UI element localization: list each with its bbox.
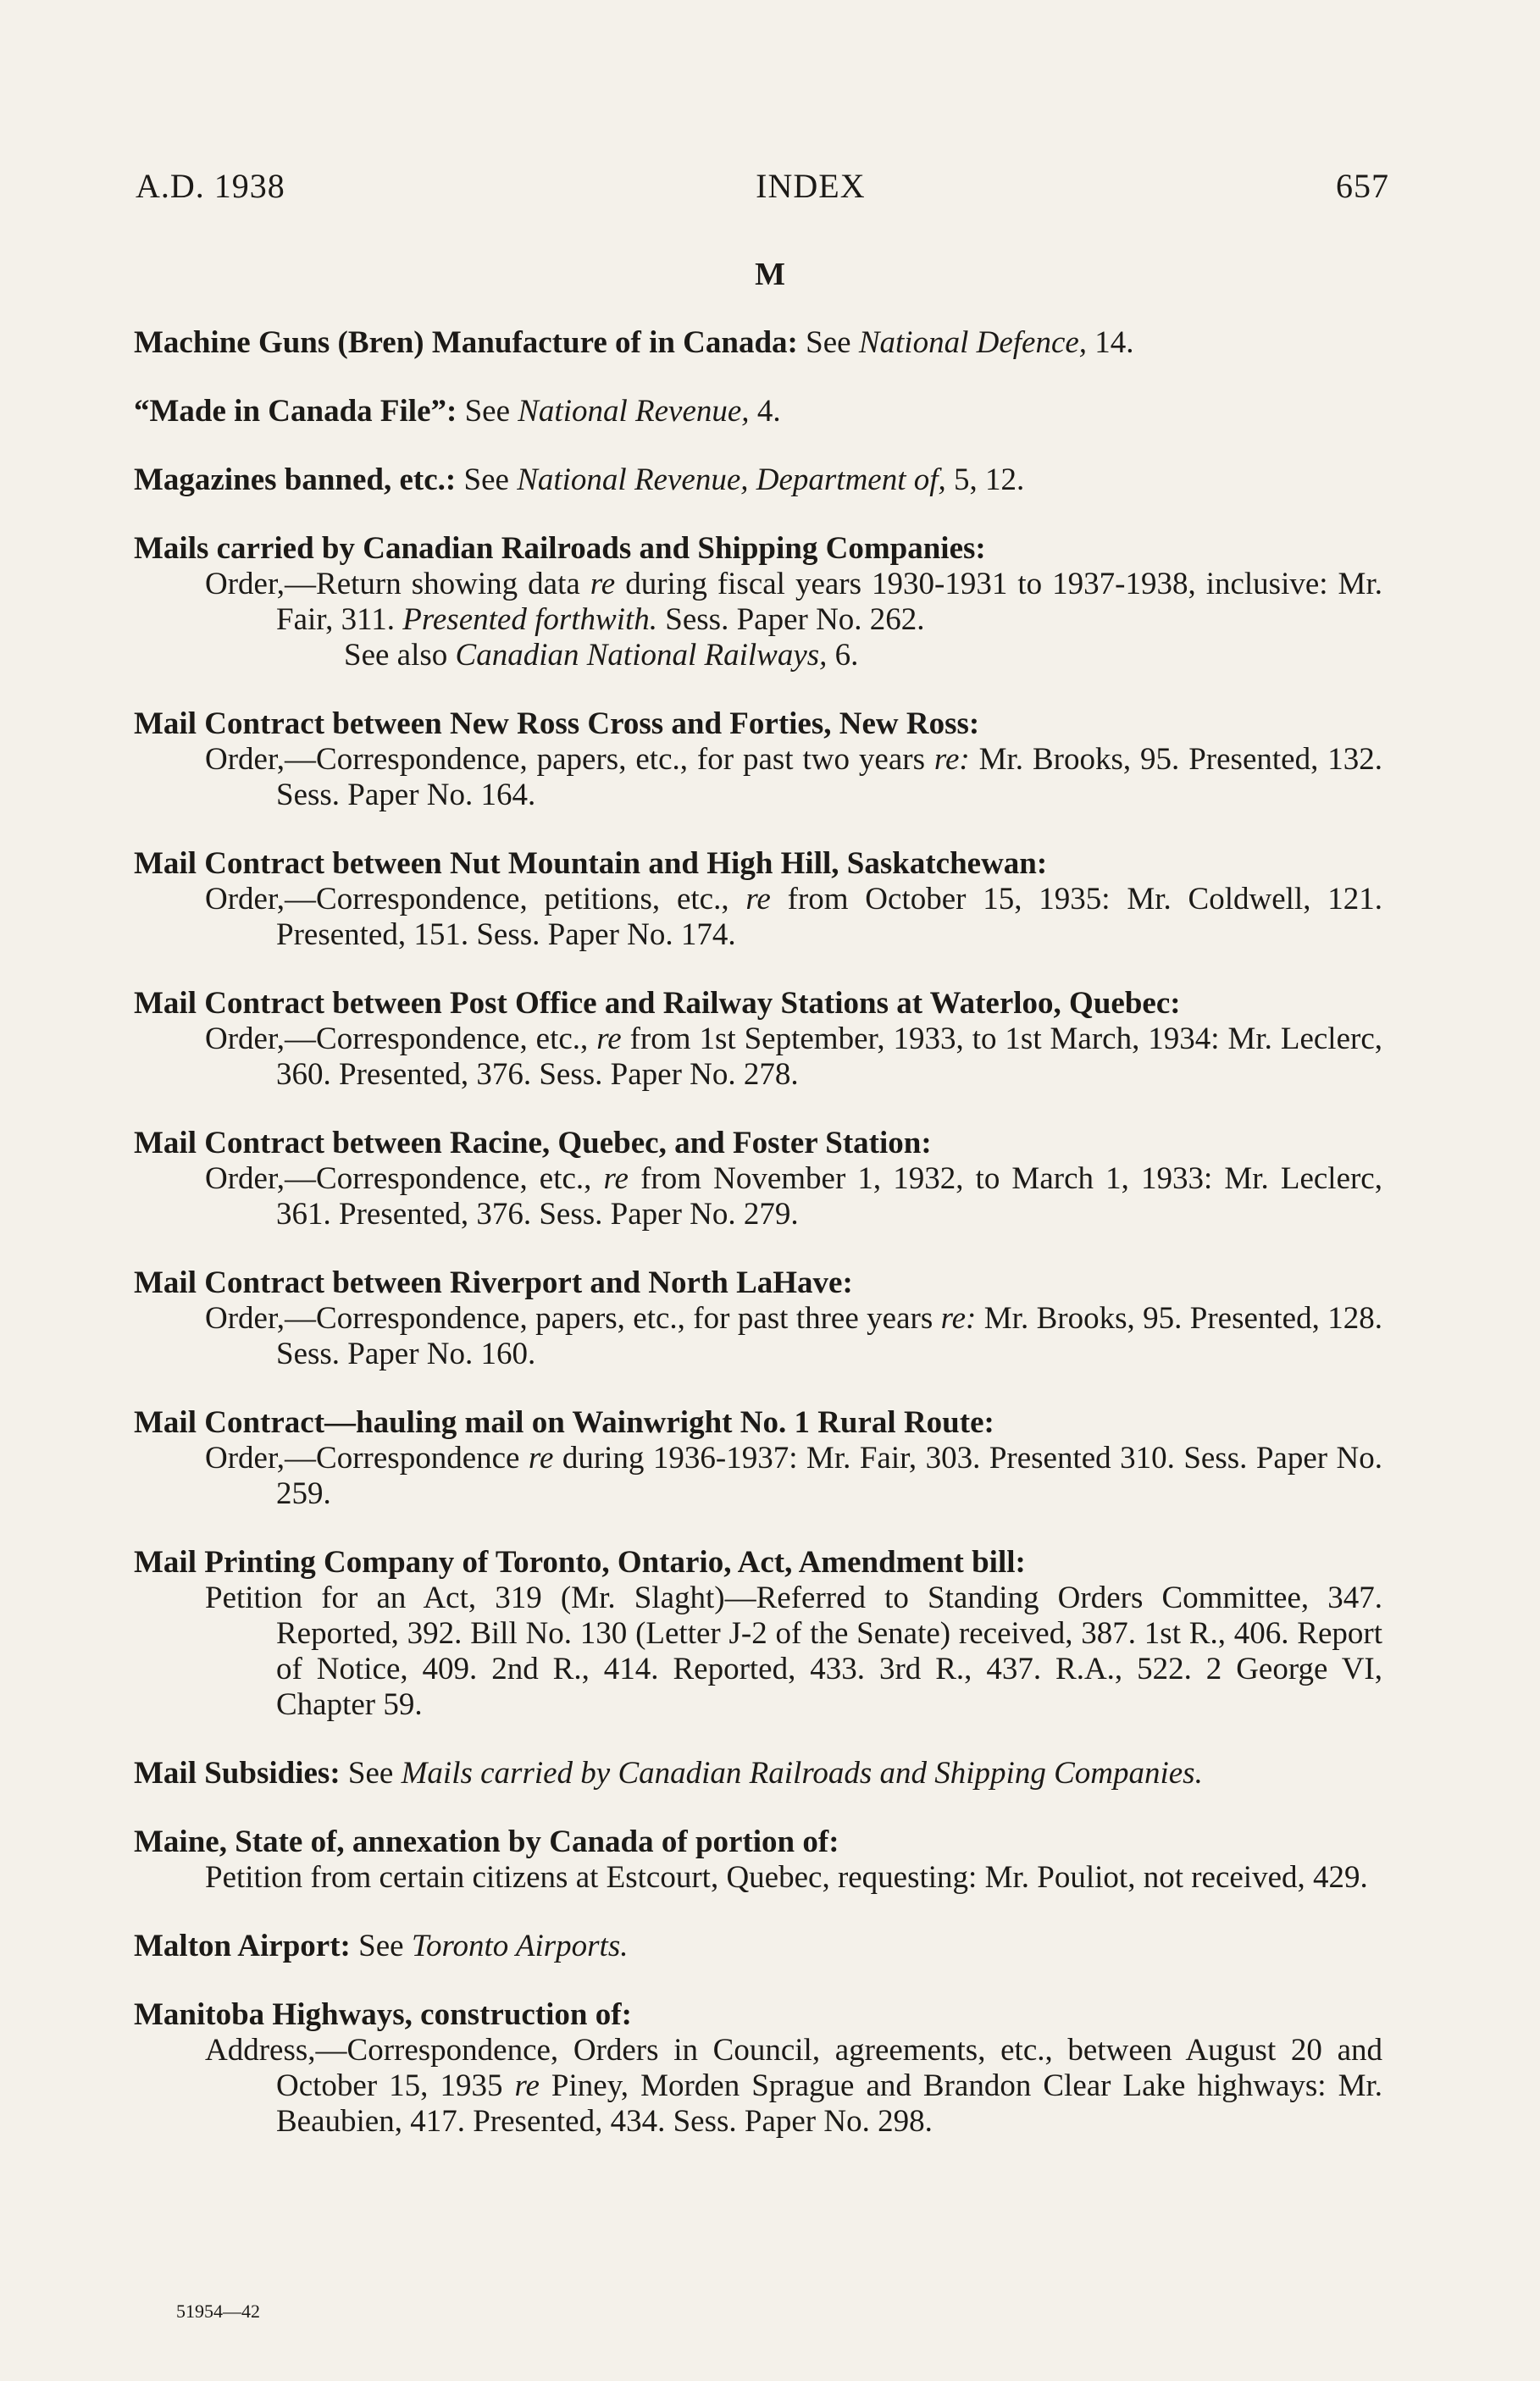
entry-heading: Magazines banned, etc.:: [134, 462, 457, 497]
index-entry: [134, 1126, 1382, 1232]
entry-body: Order,—Correspondence re during 1936-1937: Mr. Fair, 303. Presented 310. Sess. Paper No. 259.: [205, 1441, 1382, 1511]
entry-heading: Machine Guns (Bren) Manufacture of in Canada:: [134, 325, 798, 360]
entry-body: Order,—Correspondence, petitions, etc., re from October 15, 1935: Mr. Coldwell, 121. Presented, 151. Sess. Paper No. 174.: [205, 882, 1382, 952]
entry-heading: Mails carried by Canadian Railroads and Shipping Companies:: [134, 531, 986, 566]
entry-heading: Mail Contract between New Ross Cross and Forties, New Ross:: [134, 706, 980, 741]
index-entry: [134, 394, 1382, 429]
index-entry: [134, 325, 1382, 361]
entry-page-ref: 5, 12.: [945, 462, 1025, 497]
section-letter: M: [755, 257, 785, 292]
header-title: INDEX: [756, 167, 866, 205]
entry-heading: Maine, State of, annexation by Canada of portion of:: [134, 1825, 839, 1859]
entry-body: Order,—Return showing data re during fiscal years 1930-1931 to 1937-1938, inclusive: Mr. Fair, 311. Presented forthwith. Sess. Paper No. 262.: [205, 567, 1382, 637]
entry-heading: Mail Printing Company of Toronto, Ontario, Act, Amendment bill:: [134, 1545, 1026, 1580]
index-entry: [134, 846, 1382, 953]
index-entry: [134, 1545, 1382, 1723]
entry-body: Order,—Correspondence, etc., re from November 1, 1932, to March 1, 1933: Mr. Leclerc, 361. Presented, 376. Sess. Paper No. 279.: [205, 1161, 1382, 1232]
index-entry: [134, 1405, 1382, 1512]
index-entry: [134, 986, 1382, 1093]
entry-body: Address,—Correspondence, Orders in Council, agreements, etc., between August 20 and October 15, 1935 re Piney, Morden Sprague and Brandon Clear Lake highways: Mr. Beaubien, 417. Presented, 434. Sess. Paper No. 298.: [205, 2033, 1382, 2139]
entry-heading: Mail Contract between Riverport and North LaHave:: [134, 1265, 853, 1300]
index-entry: [134, 1825, 1382, 1896]
entry-see-prefix: See: [457, 394, 518, 429]
index-entry: [134, 462, 1382, 498]
entry-page-ref: 4.: [749, 394, 781, 429]
entry-heading: Manitoba Highways, construction of:: [134, 1997, 632, 2032]
running-head: [136, 166, 1389, 206]
header-year: A.D. 1938: [136, 167, 285, 205]
entry-see-also: See also Canadian National Railways, 6.: [344, 638, 859, 673]
entry-body: Petition from certain citizens at Estcourt, Quebec, requesting: Mr. Pouliot, not received, 429.: [205, 1860, 1368, 1895]
index-entry: [134, 1929, 1382, 1964]
index-entry: [134, 1756, 1382, 1791]
entry-see-prefix: See: [797, 325, 859, 360]
index-entries: [134, 325, 1382, 2173]
entry-see-reference: National Revenue,: [518, 394, 750, 429]
entry-see-reference: National Defence,: [858, 325, 1088, 360]
entry-body: Order,—Correspondence, etc., re from 1st September, 1933, to 1st March, 1934: Mr. Leclerc, 360. Presented, 376. Sess. Paper No. 278.: [205, 1022, 1383, 1092]
index-entry: [134, 1997, 1382, 2140]
entry-body: Order,—Correspondence, papers, etc., for past three years re: Mr. Brooks, 95. Presented, 128. Sess. Paper No. 160.: [205, 1301, 1382, 1371]
entry-see-prefix: See: [350, 1929, 412, 1963]
entry-heading: Malton Airport:: [134, 1929, 351, 1963]
entry-see-reference: Toronto Airports.: [411, 1929, 629, 1963]
entry-heading: Mail Subsidies:: [134, 1756, 341, 1791]
index-entry: [134, 531, 1382, 673]
entry-heading: Mail Contract between Racine, Quebec, and Foster Station:: [134, 1126, 932, 1160]
index-entry: [134, 706, 1382, 813]
entry-page-ref: 14.: [1087, 325, 1134, 360]
index-entry: [134, 1265, 1382, 1372]
entry-heading: “Made in Canada File”:: [134, 394, 457, 429]
entry-heading: Mail Contract—hauling mail on Wainwright No. 1 Rural Route:: [134, 1405, 994, 1440]
entry-see-prefix: See: [456, 462, 518, 497]
entry-see-prefix: See: [340, 1756, 402, 1791]
entry-heading: Mail Contract between Post Office and Railway Stations at Waterloo, Quebec:: [134, 986, 1181, 1021]
entry-heading: Mail Contract between Nut Mountain and High Hill, Saskatchewan:: [134, 846, 1048, 881]
entry-see-reference: Mails carried by Canadian Railroads and Shipping Companies.: [401, 1756, 1203, 1791]
printer-code: 51954—42: [176, 2301, 260, 2322]
entry-body: Petition for an Act, 319 (Mr. Slaght)—Referred to Standing Orders Committee, 347. Reported, 392. Bill No. 130 (Letter J-2 of the Senate) received, 387. 1st R., 406. Report of Notice, 409. 2nd R., 414. Reported, 433. 3rd R., 437. R.A., 522. 2 George VI, Chapter 59.: [205, 1581, 1382, 1722]
entry-see-reference: National Revenue, Department of,: [517, 462, 946, 497]
header-page-number: 657: [1335, 167, 1389, 205]
entry-body: Order,—Correspondence, papers, etc., for past two years re: Mr. Brooks, 95. Presented, 132. Sess. Paper No. 164.: [205, 742, 1382, 812]
